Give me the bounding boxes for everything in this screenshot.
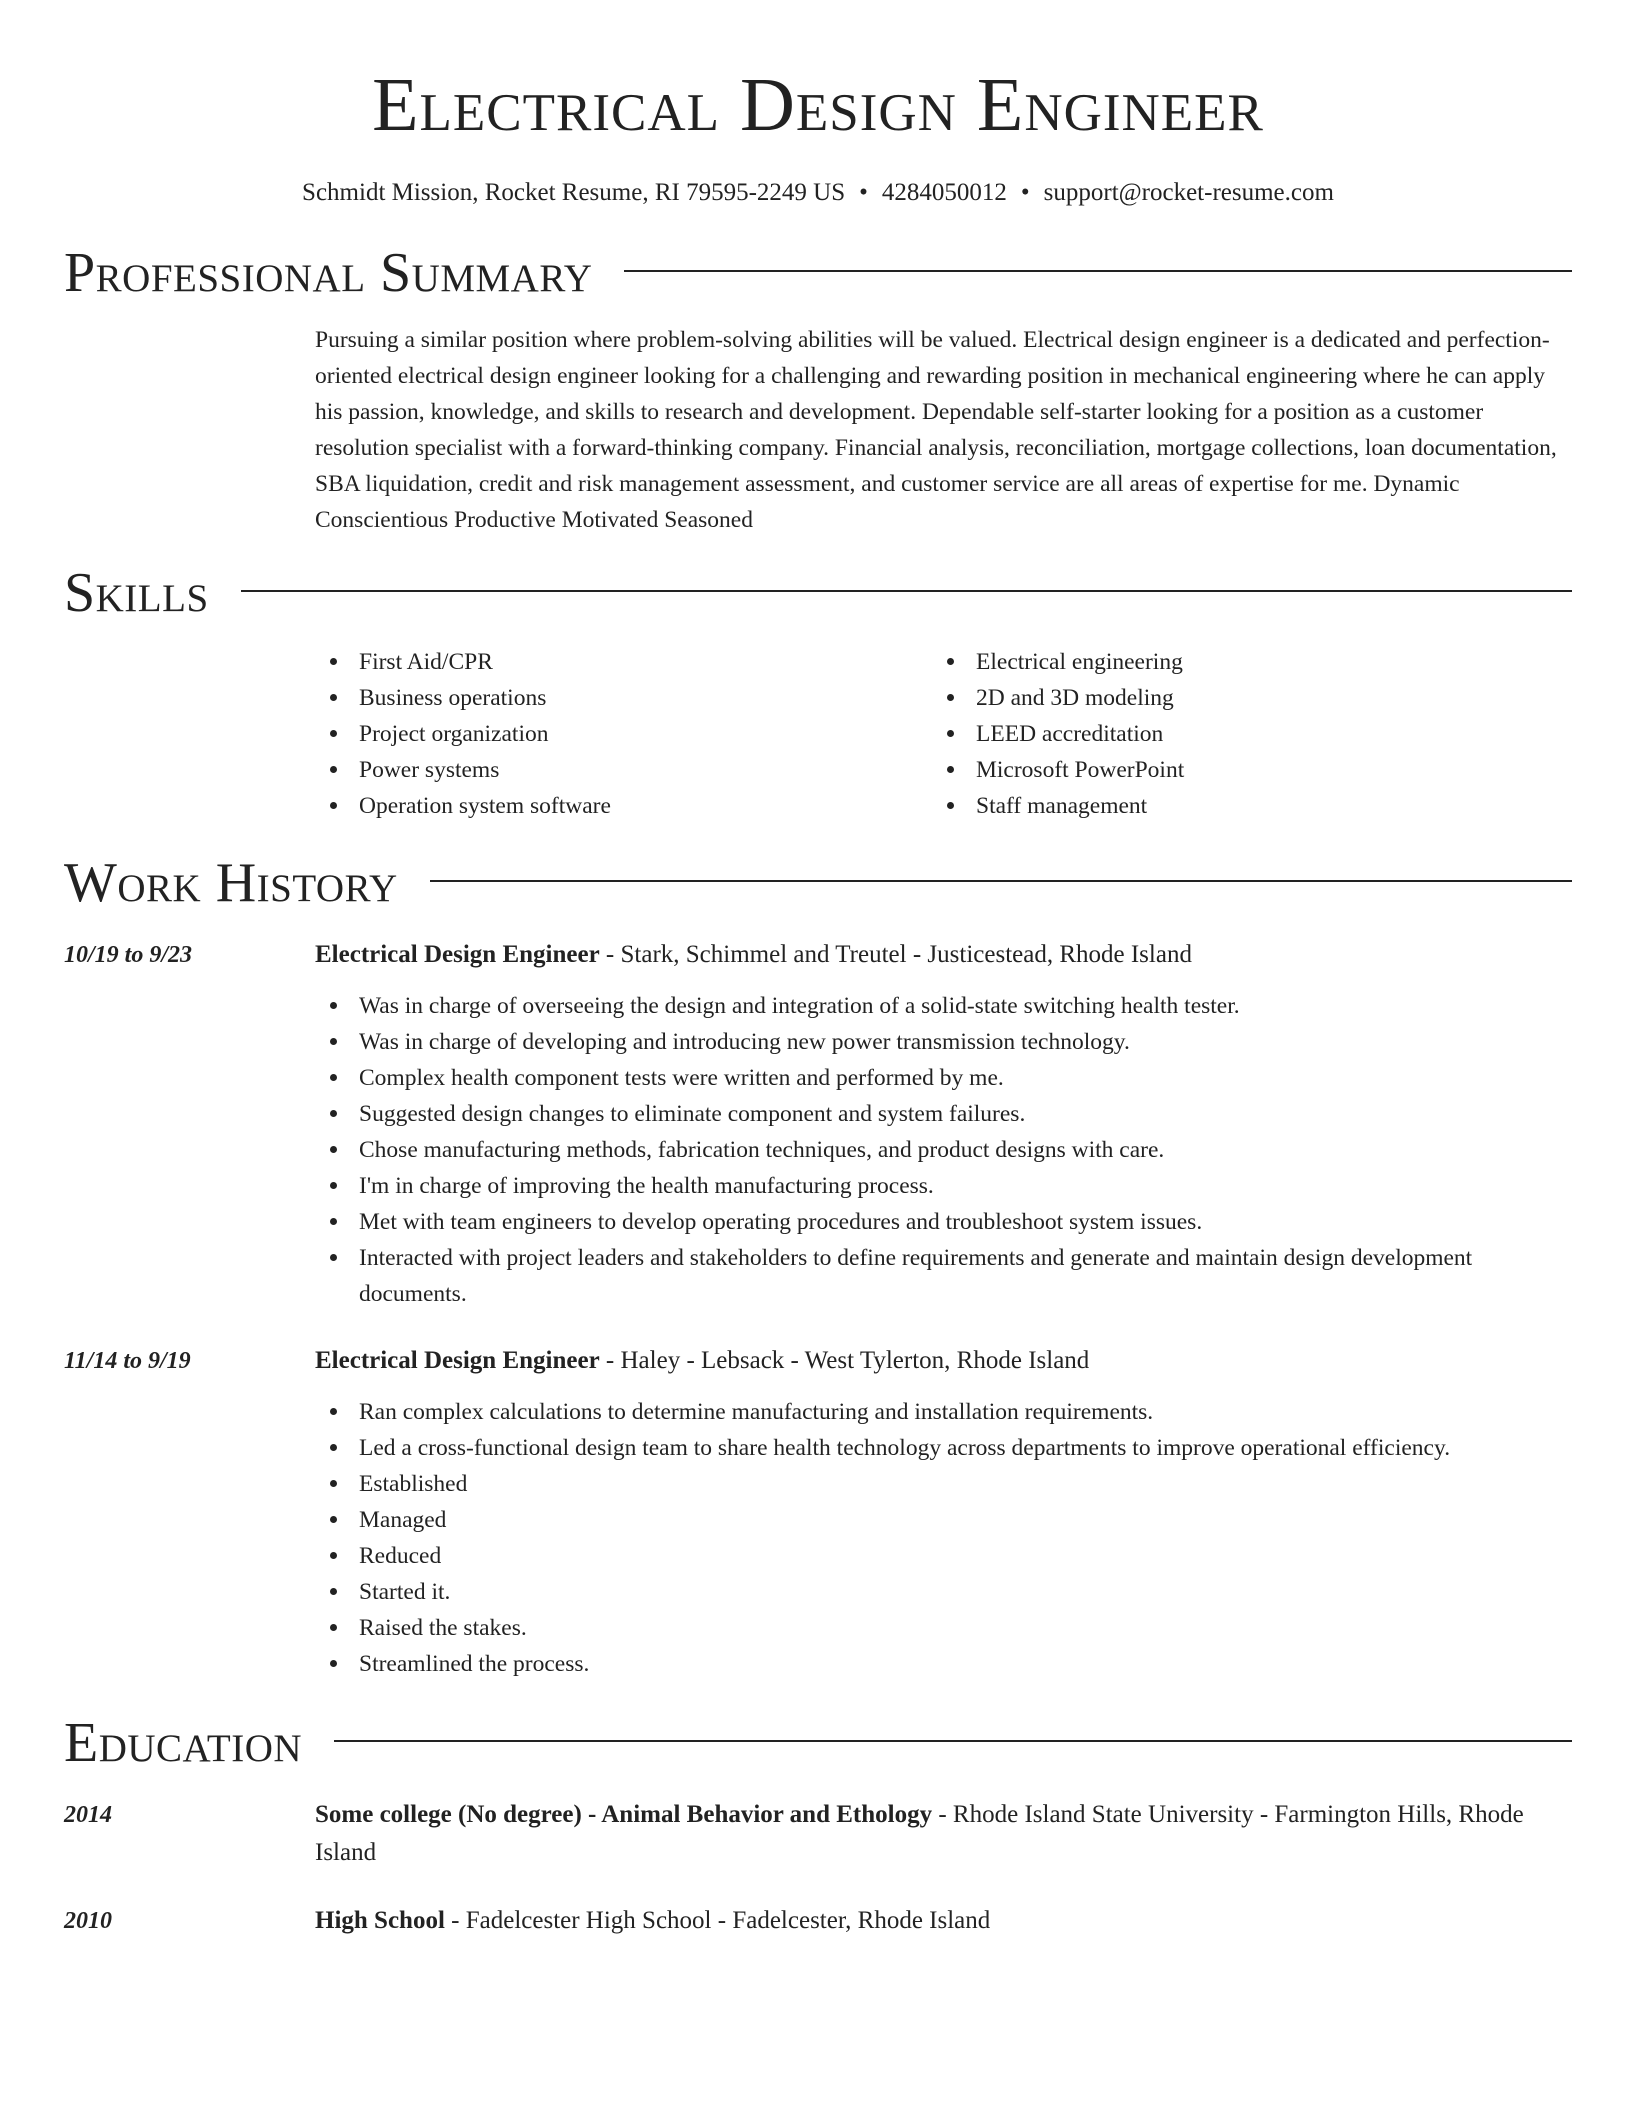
bullet-dot xyxy=(330,1516,337,1523)
work-heading-line xyxy=(315,936,1572,974)
skill-item xyxy=(315,788,932,824)
job-bullet xyxy=(315,1096,1572,1132)
work-entry xyxy=(64,1342,1572,1682)
education-section-header xyxy=(64,1710,1572,1776)
job-title: Electrical Design Engineer xyxy=(315,941,600,968)
bullet-dot xyxy=(947,658,954,665)
education-entry-body xyxy=(315,1796,1572,1872)
bullet-dot xyxy=(330,694,337,701)
bullet-dot xyxy=(330,730,337,737)
bullet-dot xyxy=(330,658,337,665)
education-year: 2010 xyxy=(64,1908,112,1934)
skill-item xyxy=(932,644,1549,680)
job-bullet-text: I'm in charge of improving the health manufacturing process. xyxy=(359,1173,934,1199)
skill-item xyxy=(932,680,1549,716)
education-heading-line xyxy=(315,1796,1572,1872)
bullet-dot xyxy=(330,1588,337,1595)
skills-heading: Skills xyxy=(64,562,209,624)
job-bullet-text: Complex health component tests were written and performed by me. xyxy=(359,1065,1004,1091)
bullet-dot xyxy=(330,1480,337,1487)
job-bullet-text: Was in charge of developing and introducing new power transmission technology. xyxy=(359,1029,1130,1055)
education-entry-body xyxy=(315,1902,1572,1940)
skill-label: Microsoft PowerPoint xyxy=(976,757,1185,783)
contact-line xyxy=(64,176,1572,210)
bullet-dot xyxy=(330,1074,337,1081)
bullet-dot xyxy=(330,802,337,809)
bullet-dot xyxy=(947,766,954,773)
job-bullet-text: Streamlined the process. xyxy=(359,1651,590,1677)
education-details: - Rhode Island State University - Farmington Hills, Rhode Island xyxy=(315,1801,1524,1866)
job-bullet-text: Managed xyxy=(359,1507,447,1533)
job-bullet xyxy=(315,1240,1572,1312)
job-bullet xyxy=(315,1538,1572,1574)
job-details: - Stark, Schimmel and Treutel - Justicestead, Rhode Island xyxy=(599,941,1192,968)
skill-label: LEED accreditation xyxy=(976,721,1164,747)
skill-label: Business operations xyxy=(359,685,547,711)
job-bullet xyxy=(315,1394,1572,1430)
skill-label: Operation system software xyxy=(359,793,611,819)
bullet-dot xyxy=(330,1146,337,1153)
education-entry xyxy=(64,1902,1572,1940)
skill-label: Power systems xyxy=(359,757,500,783)
job-bullet xyxy=(315,988,1572,1024)
skill-label: 2D and 3D modeling xyxy=(976,685,1174,711)
job-bullet-text: Met with team engineers to develop operating procedures and troubleshoot system issues. xyxy=(359,1209,1203,1235)
contact-email: support@rocket-resume.com xyxy=(1043,179,1334,206)
job-bullet xyxy=(315,1646,1572,1682)
education-year: 2014 xyxy=(64,1802,112,1828)
education-details: - Fadelcester High School - Fadelcester, Rhode Island xyxy=(444,1907,991,1934)
contact-separator: • xyxy=(1020,179,1030,206)
job-bullet xyxy=(315,1466,1572,1502)
bullet-dot xyxy=(947,730,954,737)
section-divider xyxy=(624,270,1572,272)
skill-item xyxy=(315,680,932,716)
job-bullet-text: Was in charge of overseeing the design and integration of a solid-state switching health tester. xyxy=(359,993,1240,1019)
education-degree: Some college (No degree) - Animal Behavior and Ethology xyxy=(315,1801,933,1828)
skill-item xyxy=(932,788,1549,824)
job-bullet xyxy=(315,1024,1572,1060)
bullet-dot xyxy=(330,1552,337,1559)
skills-section-header xyxy=(64,560,1572,626)
work-heading-line xyxy=(315,1342,1572,1380)
work-entry-body xyxy=(315,1342,1572,1682)
job-bullet xyxy=(315,1132,1572,1168)
work-dates: 10/19 to 9/23 xyxy=(64,942,193,968)
skill-label: Electrical engineering xyxy=(976,649,1183,675)
job-bullet xyxy=(315,1430,1572,1466)
bullet-dot xyxy=(330,1444,337,1451)
summary-heading: Professional Summary xyxy=(64,242,593,304)
bullet-dot xyxy=(330,766,337,773)
work-entry-body xyxy=(315,936,1572,1312)
work-heading: Work History xyxy=(64,852,398,914)
resume-page xyxy=(64,0,1572,1940)
education-heading-line xyxy=(315,1902,1572,1940)
bullet-dot xyxy=(330,1218,337,1225)
summary-section-header xyxy=(64,240,1572,306)
job-bullet xyxy=(315,1610,1572,1646)
section-divider xyxy=(430,880,1572,882)
contact-separator: • xyxy=(859,179,868,206)
summary-text: Pursuing a similar position where problem-solving abilities will be valued. Electrical design engineer is a dedicated and perfection-oriented electrical design engineer looking for a challenging and rewarding position in mechanical engineering where he can apply his passion, knowledge, and skills to research and development. Dependable self-starter looking for a position as a customer resolution specialist with a forward-thinking company. Financial analysis, reconciliation, mortgage collections, loan documentation, SBA liquidation, credit and risk management assessment, and customer service are all areas of expertise for me. Dynamic Conscientious Productive Motivated Seasoned xyxy=(315,327,1557,533)
job-bullet-text: Suggested design changes to eliminate component and system failures. xyxy=(359,1101,1026,1127)
section-divider xyxy=(334,1740,1572,1742)
job-bullets xyxy=(315,1394,1572,1682)
job-bullet-text: Chose manufacturing methods, fabrication techniques, and product designs with care. xyxy=(359,1137,1165,1163)
work-dates: 11/14 to 9/19 xyxy=(64,1348,191,1374)
job-bullet-text: Ran complex calculations to determine manufacturing and installation requirements. xyxy=(359,1399,1154,1425)
bullet-dot xyxy=(330,1660,337,1667)
bullet-dot xyxy=(947,802,954,809)
skills-column-right xyxy=(932,644,1549,824)
education-heading: Education xyxy=(64,1712,303,1774)
bullet-dot xyxy=(330,1624,337,1631)
job-details: - Haley - Lebsack - West Tylerton, Rhode Island xyxy=(599,1347,1090,1374)
bullet-dot xyxy=(330,1182,337,1189)
job-bullets xyxy=(315,988,1572,1312)
job-bullet-text: Established xyxy=(359,1471,468,1497)
resume-title: Electrical Design Engineer xyxy=(372,63,1264,147)
job-bullet xyxy=(315,1502,1572,1538)
contact-address: Schmidt Mission, Rocket Resume, RI 79595-2249 US xyxy=(302,179,846,206)
job-bullet xyxy=(315,1168,1572,1204)
job-bullet xyxy=(315,1060,1572,1096)
job-bullet-text: Started it. xyxy=(359,1579,451,1605)
job-bullet-text: Raised the stakes. xyxy=(359,1615,527,1641)
job-bullet-text: Led a cross-functional design team to share health technology across departments to improve operational efficiency. xyxy=(359,1435,1451,1461)
bullet-dot xyxy=(330,1110,337,1117)
bullet-dot xyxy=(330,1002,337,1009)
job-bullet-text: Interacted with project leaders and stakeholders to define requirements and generate and maintain design development documents. xyxy=(359,1245,1473,1307)
skill-label: First Aid/CPR xyxy=(359,649,493,675)
education-degree: High School xyxy=(315,1907,445,1934)
skill-item xyxy=(315,752,932,788)
section-divider xyxy=(241,590,1572,592)
contact-phone: 4284050012 xyxy=(881,179,1007,206)
skills-column-left xyxy=(315,644,932,824)
work-section-header xyxy=(64,850,1572,916)
work-entry xyxy=(64,936,1572,1312)
skill-item xyxy=(315,644,932,680)
skill-item xyxy=(932,752,1549,788)
skill-label: Project organization xyxy=(359,721,549,747)
skill-item xyxy=(932,716,1549,752)
bullet-dot xyxy=(947,694,954,701)
bullet-dot xyxy=(330,1254,337,1261)
bullet-dot xyxy=(330,1408,337,1415)
bullet-dot xyxy=(330,1038,337,1045)
job-title: Electrical Design Engineer xyxy=(315,1347,600,1374)
skill-label: Staff management xyxy=(976,793,1148,819)
skills-list xyxy=(315,644,1572,824)
education-entry xyxy=(64,1796,1572,1872)
job-bullet-text: Reduced xyxy=(359,1543,442,1569)
job-bullet xyxy=(315,1574,1572,1610)
skill-item xyxy=(315,716,932,752)
job-bullet xyxy=(315,1204,1572,1240)
